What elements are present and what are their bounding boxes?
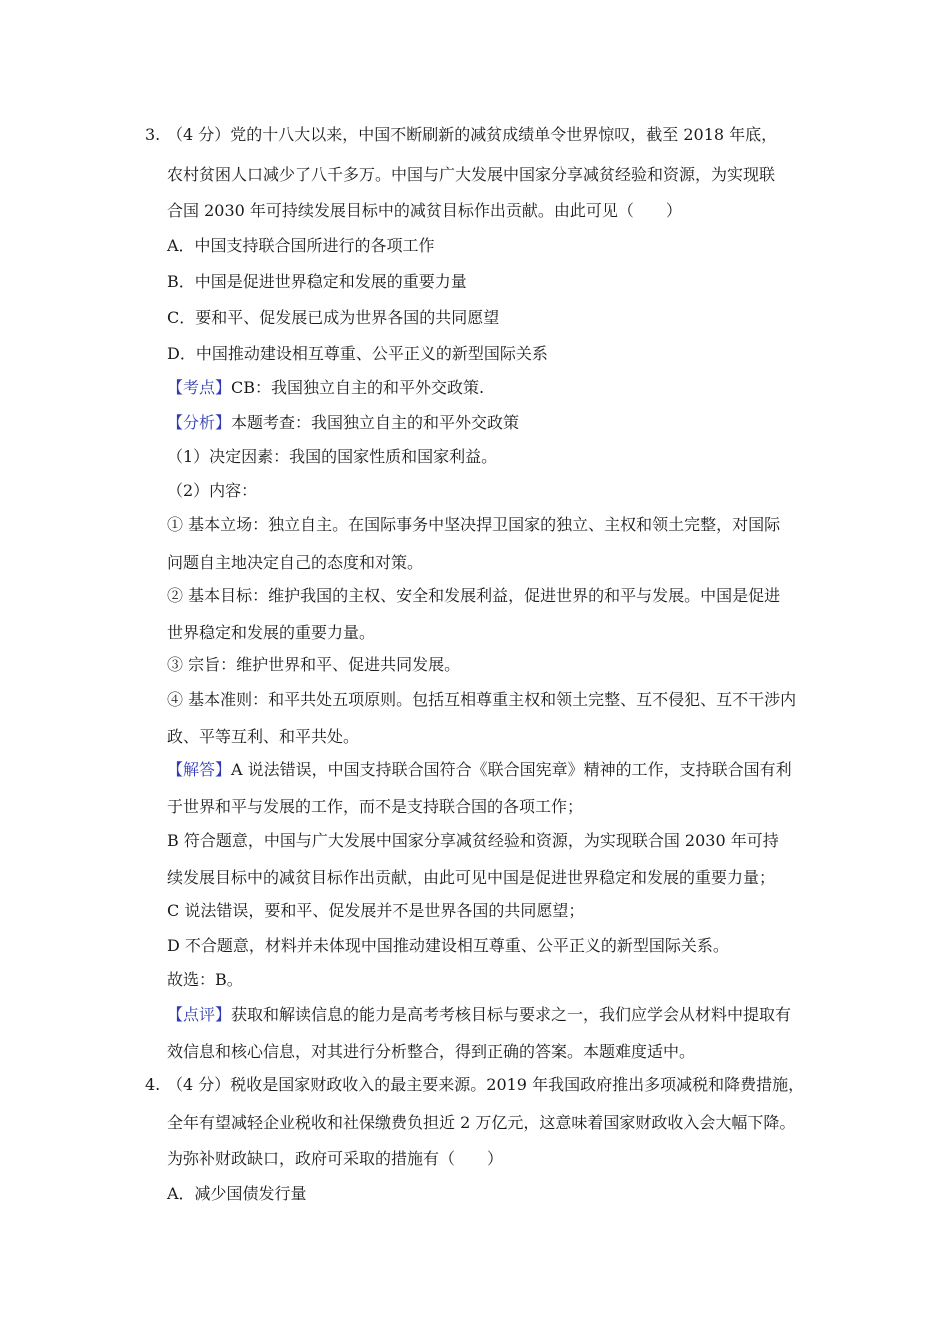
question-3-number: 3. (145, 125, 161, 144)
dianping-tag: 【点评】 (167, 1005, 232, 1024)
dianping-line-2: 效信息和核心信息，对其进行分析整合，得到正确的答案。本题难度适中。 (167, 1042, 696, 1061)
question-4-stem-line-2: 全年有望减轻企业税收和社保缴费负担近 2 万亿元，这意味着国家财政收入会大幅下降。 (167, 1113, 796, 1132)
jieda-text: A 说法错误，中国支持联合国符合《联合国宪章》精神的工作，支持联合国有利 (231, 760, 792, 779)
kaodian-tag: 【考点】 (167, 378, 232, 397)
option-b: B．中国是促进世界稳定和发展的重要力量 (167, 272, 467, 291)
question-3-stem-line-2: 农村贫困人口减少了八千多万。中国与广大发展中国家分享减贫经验和资源，为实现联 (167, 165, 776, 184)
question-4-number: 4. (145, 1075, 161, 1094)
fenxi-tag: 【分析】 (167, 413, 232, 432)
kaodian-line (167, 378, 484, 398)
analysis-line-6: 世界稳定和发展的重要力量。 (167, 623, 376, 642)
analysis-line-7: ③ 宗旨：维护世界和平、促进共同发展。 (167, 655, 461, 674)
analysis-line-4: 问题自主地决定自己的态度和对策。 (167, 553, 424, 572)
analysis-line-9: 政、平等互利、和平共处。 (167, 727, 360, 746)
question-4-stem-line-3: 为弥补财政缺口，政府可采取的措施有（ ） (167, 1149, 504, 1168)
jieda-line (167, 760, 792, 780)
jieda-line-5: C 说法错误，要和平、促发展并不是世界各国的共同愿望； (167, 901, 585, 920)
question-3-stem-line-1: （4 分）党的十八大以来，中国不断刷新的减贫成绩单令世界惊叹，截至 2018 年底， (167, 125, 778, 144)
kaodian-text: CB：我国独立自主的和平外交政策. (231, 378, 485, 397)
dianping-line (167, 1005, 791, 1025)
question-4-stem-line-1: （4 分）税收是国家财政收入的最主要来源。2019 年我国政府推出多项减税和降费措施， (167, 1075, 805, 1094)
question-4-option-a: A．减少国债发行量 (167, 1184, 307, 1203)
analysis-line-8: ④ 基本准则：和平共处五项原则。包括互相尊重主权和领土完整、互不侵犯、互不干涉内 (167, 690, 797, 709)
fenxi-line (167, 413, 519, 433)
option-d: D．中国推动建设相互尊重、公平正义的新型国际关系 (167, 344, 548, 363)
jieda-line-7: 故选：B。 (167, 970, 243, 989)
question-3-stem-line-3: 合国 2030 年可持续发展目标中的减贫目标作出贡献。由此可见（ ） (167, 201, 682, 220)
analysis-line-2: （2）内容： (167, 481, 258, 500)
analysis-line-5: ② 基本目标：维护我国的主权、安全和发展利益，促进世界的和平与发展。中国是促进 (167, 586, 781, 605)
jieda-line-3: B 符合题意，中国与广大发展中国家分享减贫经验和资源，为实现联合国 2030 年可持 (167, 831, 779, 850)
option-c: C．要和平、促发展已成为世界各国的共同愿望 (167, 308, 500, 327)
jieda-line-6: D 不合题意，材料并未体现中国推动建设相互尊重、公平正义的新型国际关系。 (167, 936, 729, 955)
jieda-line-4: 续发展目标中的减贫目标作出贡献，由此可见中国是促进世界稳定和发展的重要力量； (167, 868, 776, 887)
analysis-line-3: ① 基本立场：独立自主。在国际事务中坚决捍卫国家的独立、主权和领土完整，对国际 (167, 515, 781, 534)
option-a: A．中国支持联合国所进行的各项工作 (167, 236, 435, 255)
jieda-tag: 【解答】 (167, 760, 232, 779)
analysis-line-1: （1）决定因素：我国的国家性质和国家利益。 (167, 447, 498, 466)
jieda-line-2: 于世界和平与发展的工作，而不是支持联合国的各项工作； (167, 797, 584, 816)
dianping-text: 获取和解读信息的能力是高考考核目标与要求之一，我们应学会从材料中提取有 (231, 1005, 792, 1024)
fenxi-text: 本题考查：我国独立自主的和平外交政策 (231, 413, 520, 432)
